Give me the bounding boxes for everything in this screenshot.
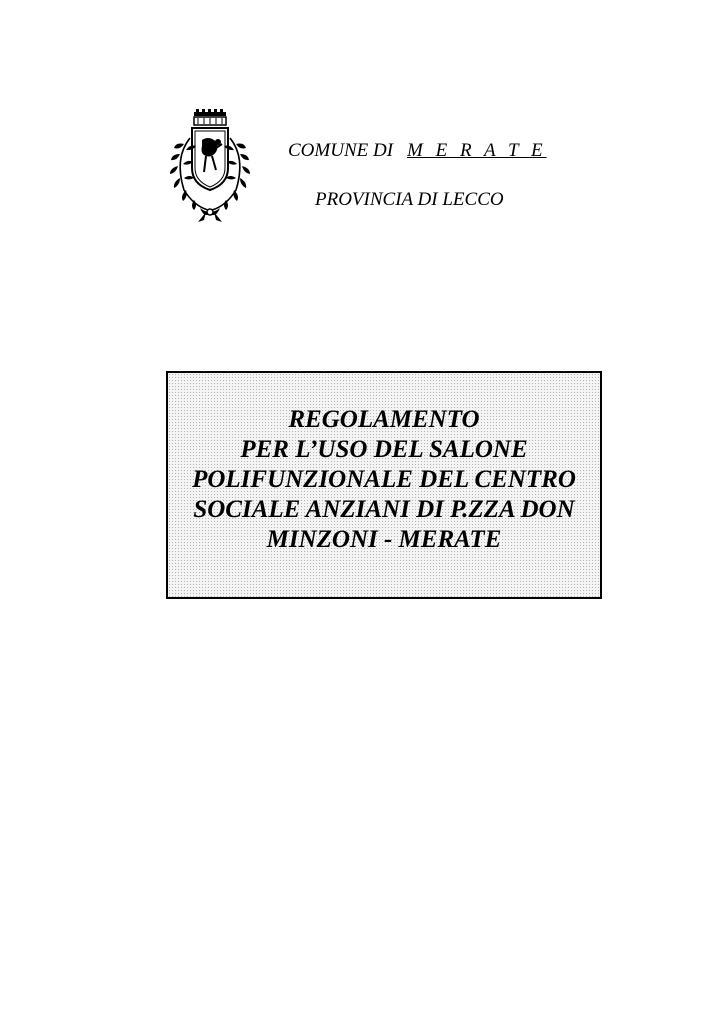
title-line: REGOLAMENTO (288, 406, 480, 433)
comune-label: COMUNE DI (288, 140, 394, 161)
title-line: SOCIALE ANZIANI DI P.ZZA DON (193, 496, 575, 523)
header-province: PROVINCIA DI LECCO (315, 189, 504, 210)
header-comune (288, 140, 547, 162)
coat-of-arms-icon (160, 108, 260, 224)
document-title (168, 405, 600, 555)
title-box (166, 371, 602, 599)
title-line: POLIFUNZIONALE DEL CENTRO (192, 466, 576, 493)
title-line: MINZONI - MERATE (266, 526, 502, 553)
town-name: M E R A T E (407, 140, 547, 161)
title-line: PER L’USO DEL SALONE (240, 436, 528, 463)
